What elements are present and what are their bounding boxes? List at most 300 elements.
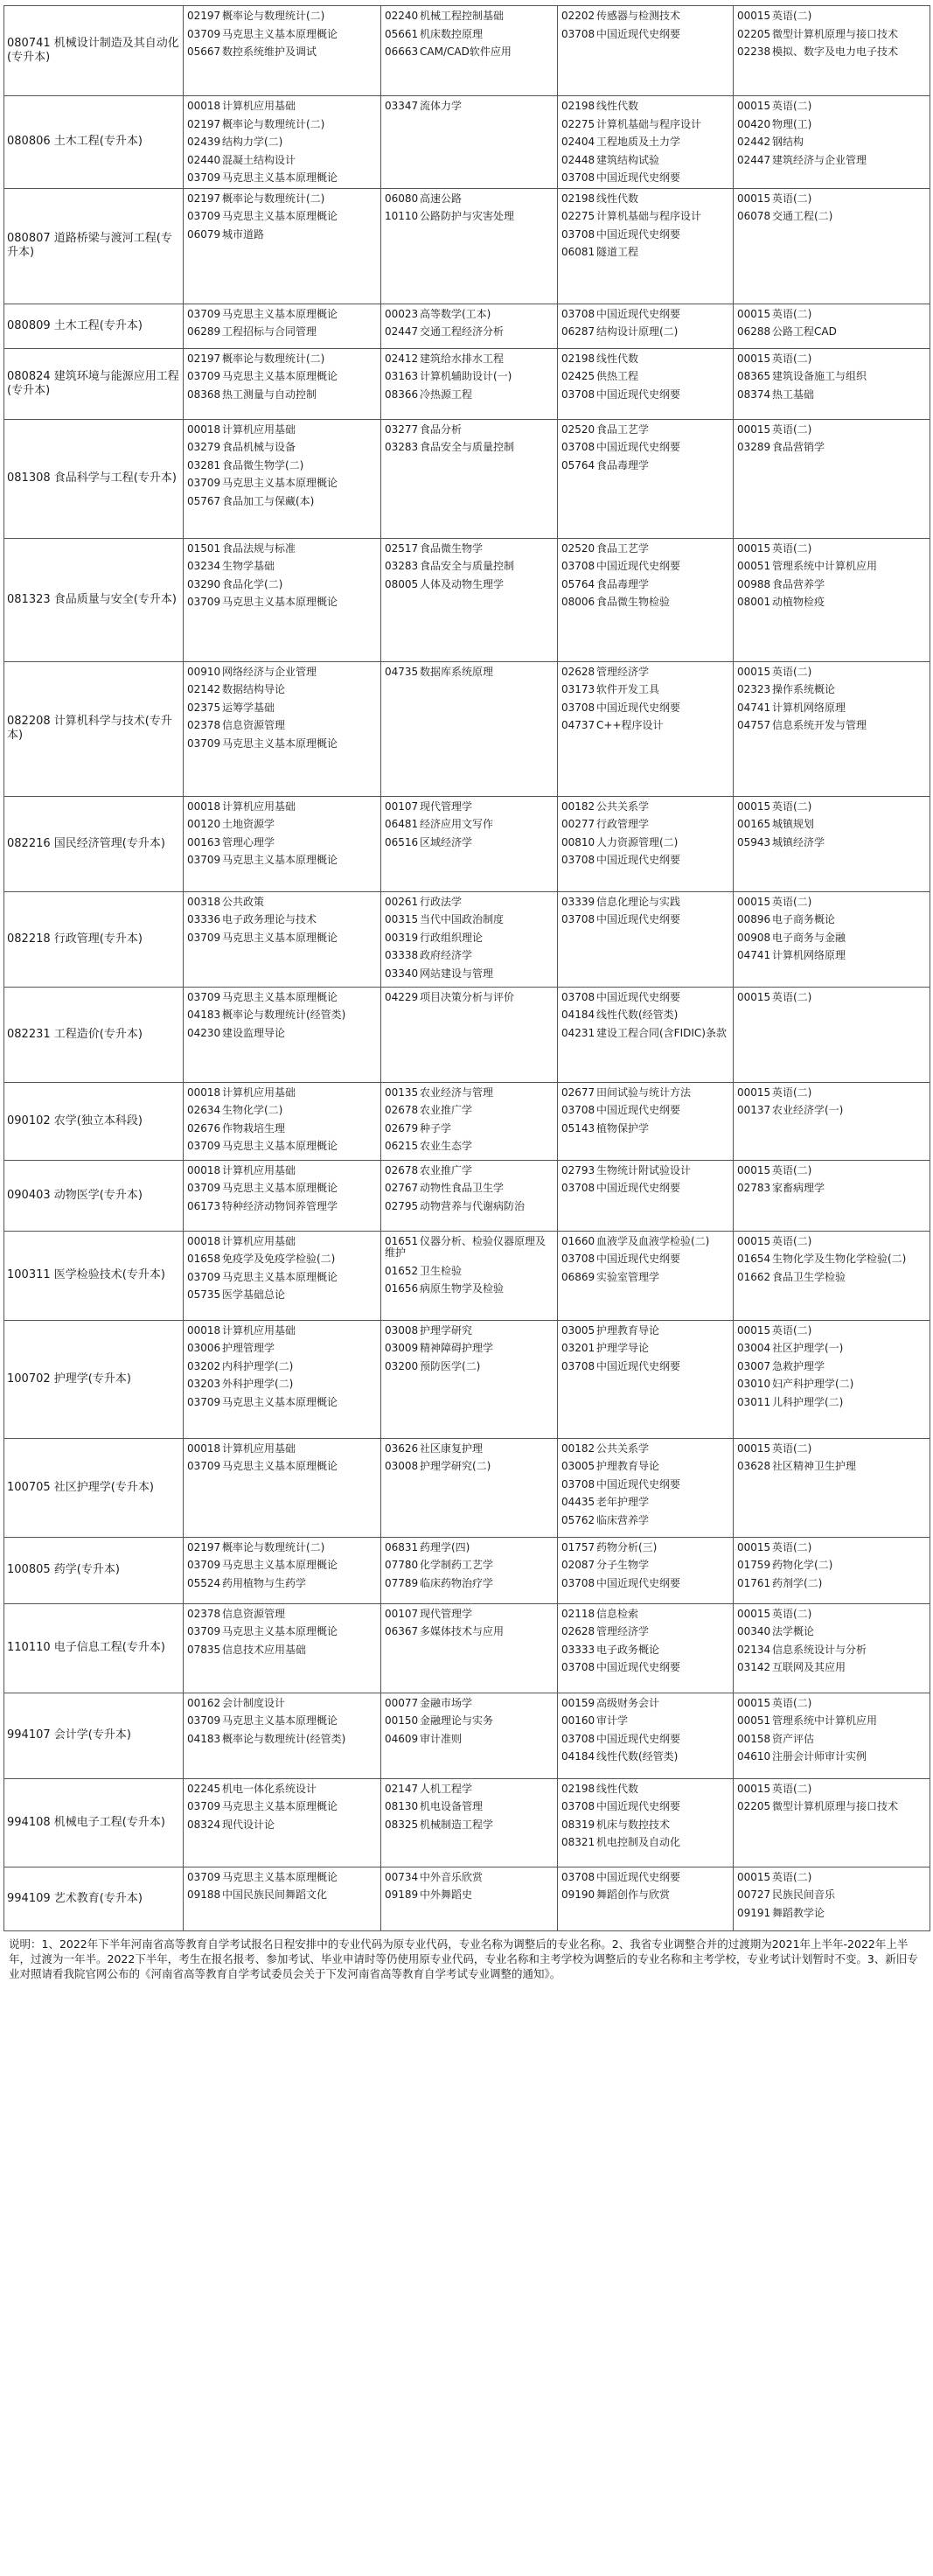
course-code: 01656 [385,1282,419,1295]
course-code: 03709 [187,1460,221,1472]
course-item [385,1358,554,1376]
course-cell [734,661,930,796]
course-code: 00015 [737,422,771,436]
course-cell [381,538,558,661]
course-name: 数据库系统原理 [420,665,494,678]
course-name: 社区精神卫生护理 [772,1460,857,1472]
course-item [385,1798,554,1816]
course-code: 00015 [737,1163,771,1176]
table-row [4,419,930,538]
course-code: 04757 [737,719,771,731]
course-code: 02412 [385,352,419,365]
course-name: 中国近现代史纲要 [596,1477,681,1490]
course-cell [558,6,734,96]
course-name: 舞蹈创作与欣赏 [596,1888,671,1901]
course-code: 03709 [187,1559,221,1571]
course-name: 中外舞蹈史 [420,1888,473,1901]
major-name: 农学(独立本科段) [53,1113,143,1127]
course-code: 03005 [561,1460,595,1472]
course-item [737,929,926,947]
course-item [385,946,554,965]
course-name: 中外音乐欣赏 [420,1870,484,1883]
course-code: 00018 [187,422,221,436]
course-name: 家畜病理学 [772,1182,825,1194]
course-name: 城市道路 [222,227,265,241]
course-code: 00015 [737,799,771,813]
course-item [385,834,554,852]
course-code: 02198 [561,352,595,365]
course-name: 互联网及其应用 [772,1661,846,1673]
course-item [561,1268,729,1287]
course-item [561,169,729,187]
course-code: 02677 [561,1086,595,1099]
course-cell [184,6,381,96]
course-name: 免疫学及免疫学检验(二) [222,1253,336,1265]
course-name: 精神障碍护理学 [420,1342,494,1354]
major-cell [4,188,184,304]
course-item [737,681,926,699]
course-item [561,243,729,262]
course-item [737,386,926,404]
course-cell [184,1778,381,1867]
course-name: 英语(二) [772,665,812,678]
course-cell [184,1082,381,1160]
course-code: 02440 [187,153,221,166]
course-code: 02520 [561,422,595,436]
course-name: 农业推广学 [420,1104,473,1116]
course-code: 02238 [737,45,771,58]
course-code: 04231 [561,1026,595,1039]
course-name: 农业推广学 [420,1163,473,1176]
course-cell [381,304,558,348]
course-item [385,421,554,439]
course-cell [734,1320,930,1438]
course-code: 03709 [187,736,221,750]
course-name: 中国近现代史纲要 [596,1359,681,1372]
table-row [4,1160,930,1231]
major-code: 082218 [7,932,51,946]
course-code: 02795 [385,1199,419,1212]
course-code: 04609 [385,1732,419,1745]
course-name: 英语(二) [772,100,812,112]
course-code: 04737 [561,719,595,731]
course-name: 分子生物学 [596,1559,650,1571]
course-name: 数控系统维护及调试 [222,45,317,58]
course-item [187,1120,377,1138]
course-name: 结构设计原理(二) [596,325,679,338]
course-item [187,798,377,816]
course-item [561,1833,729,1852]
course-item [737,988,926,1007]
course-item [385,911,554,929]
course-name: 信息资源管理 [222,1607,286,1620]
course-name: 中国近现代史纲要 [596,913,681,925]
course-cell [734,987,930,1082]
course-code: 00810 [561,835,595,848]
course-code: 02793 [561,1163,595,1176]
course-code: 02628 [561,1625,595,1637]
course-item [187,226,377,244]
table-row [4,6,930,96]
course-cell [734,796,930,891]
course-name: 资产评估 [772,1732,815,1745]
course-name: 英语(二) [772,541,812,555]
course-name: 软件开发工具 [596,683,660,695]
course-item [385,207,554,226]
course-name: 高等数学(工本) [420,307,491,320]
course-item [385,1694,554,1713]
course-name: 计算机应用基础 [222,1234,296,1247]
course-name: 现代管理学 [420,1607,473,1620]
major-name: 动物医学(专升本) [53,1188,143,1202]
course-item [385,929,554,947]
course-cell [381,1537,558,1603]
course-item [561,1006,729,1024]
course-name: 概率论与数理统计(经管类) [222,1009,346,1021]
course-cell [734,6,930,96]
course-code: 00137 [737,1104,771,1116]
course-item [737,815,926,834]
course-cell [734,1693,930,1778]
course-code: 03708 [561,560,595,572]
major-name: 食品科学与工程(专升本) [53,471,177,485]
course-cell [558,538,734,661]
course-name: 护理学导论 [596,1342,650,1354]
course-cell [558,1693,734,1778]
course-name: 马克思主义基本原理概论 [222,596,338,608]
course-code: 02275 [561,117,595,130]
course-code: 03709 [187,307,221,320]
course-name: 中国近现代史纲要 [596,1661,681,1673]
course-item [737,190,926,208]
course-cell [558,419,734,538]
course-cell [734,1231,930,1320]
course-name: 机床数控原理 [420,27,484,40]
major-code: 994109 [7,1891,51,1905]
course-name: 动植物检疫 [772,596,825,608]
course-code: 02205 [737,1800,771,1812]
course-name: 药物分析(三) [596,1540,658,1553]
course-code: 05735 [187,1288,221,1301]
course-code: 00318 [187,895,221,908]
course-cell [381,1778,558,1867]
course-name: 食品卫生学检验 [772,1270,846,1283]
course-name: 农业经济与管理 [420,1086,494,1099]
course-name: 动物营养与代谢病防治 [420,1199,526,1212]
table-row [4,348,930,419]
course-item [187,663,377,681]
course-item [561,540,729,558]
major-cell [4,1693,184,1778]
course-code: 00908 [737,931,771,944]
course-item [187,474,377,492]
course-item [385,1162,554,1180]
course-cell [734,96,930,189]
course-name: 化学制药工艺学 [420,1559,494,1571]
course-name: 计算机应用基础 [222,1323,296,1337]
course-name: 公路工程CAD [772,325,837,338]
course-item [561,1250,729,1268]
course-name: 当代中国政治制度 [420,913,505,925]
course-code: 03338 [385,949,419,961]
course-code: 08130 [385,1800,419,1812]
course-code: 02425 [561,370,595,382]
course-code: 03006 [187,1342,221,1354]
course-item [561,1780,729,1798]
course-cell [381,188,558,304]
course-code: 03347 [385,100,419,112]
course-item [385,1457,554,1476]
course-item [385,965,554,983]
major-cell [4,419,184,538]
course-item [385,1197,554,1216]
course-name: 概率论与数理统计(二) [222,192,325,205]
course-item [187,1232,377,1251]
course-item [187,305,377,324]
course-item [187,151,377,170]
course-name: 行政管理学 [596,818,650,830]
major-cell [4,6,184,96]
course-cell [184,661,381,796]
course-name: 药理学(四) [420,1540,470,1553]
course-name: 中国近现代史纲要 [596,560,681,572]
course-name: 概率论与数理统计(二) [222,352,325,365]
course-code: 02767 [385,1182,419,1194]
course-item [737,1232,926,1251]
course-code: 02323 [737,683,771,695]
course-item [561,1641,729,1659]
course-item [385,1179,554,1197]
course-item [385,1816,554,1834]
course-item [737,1712,926,1730]
course-item [561,438,729,457]
course-name: 审计学 [596,1714,629,1727]
course-name: 电子政务理论与技术 [222,913,317,925]
course-item [561,386,729,404]
course-item [187,1605,377,1623]
course-code: 00165 [737,818,771,830]
course-item [385,25,554,44]
course-name: 供热工程 [596,370,639,382]
course-code: 03005 [561,1323,595,1337]
course-name: 民族民间音乐 [772,1888,836,1901]
course-item [385,1084,554,1102]
course-code: 00023 [385,307,419,320]
course-code: 02197 [187,192,221,205]
course-name: 计算机辅助设计(一) [420,370,512,382]
course-code: 00910 [187,665,221,678]
course-item [561,323,729,341]
course-cell [184,304,381,348]
course-name: 英语(二) [772,1234,812,1247]
course-item [385,798,554,816]
course-code: 00015 [737,1607,771,1620]
course-code: 09191 [737,1906,771,1919]
major-name: 护理学(专升本) [53,1372,131,1386]
course-item [187,1162,377,1180]
course-name: 英语(二) [772,1163,812,1176]
course-code: 03709 [187,27,221,40]
course-code: 03283 [385,560,419,572]
course-code: 02375 [187,701,221,714]
course-name: 中国近现代史纲要 [596,1253,681,1265]
course-item [385,97,554,115]
course-item [187,1730,377,1749]
course-code: 03201 [561,1342,595,1354]
course-name: 药物化学(二) [772,1559,833,1571]
major-cell [4,1867,184,1930]
course-item [561,97,729,115]
course-code: 03709 [187,990,221,1003]
course-name: 概率论与数理统计(经管类) [222,1732,346,1745]
course-name: 英语(二) [772,1086,812,1099]
course-code: 00107 [385,1607,419,1620]
course-name: 电子商务概论 [772,913,836,925]
course-item [187,1641,377,1659]
course-code: 03709 [187,1140,221,1152]
course-code: 04184 [561,1009,595,1021]
course-code: 00018 [187,1234,221,1247]
course-cell [734,1537,930,1603]
course-item [737,323,926,341]
course-code: 04183 [187,1009,221,1021]
course-item [561,457,729,475]
course-code: 00051 [737,560,771,572]
course-item [187,323,377,341]
course-code: 04184 [561,1750,595,1763]
course-name: 公共政策 [222,895,265,908]
course-name: 中国近现代史纲要 [596,701,681,714]
table-row [4,1082,930,1160]
course-code: 03163 [385,370,419,382]
course-item [561,25,729,44]
course-code: 00018 [187,100,221,112]
course-name: 线性代数(经管类) [596,1750,679,1763]
course-item [737,305,926,324]
course-code: 06367 [385,1625,419,1637]
course-name: 英语(二) [772,990,812,1003]
course-code: 05143 [561,1121,595,1134]
course-item [561,1179,729,1197]
course-item [187,1286,377,1304]
course-item [561,1658,729,1677]
course-code: 08325 [385,1818,419,1831]
course-name: 多媒体技术与应用 [420,1625,505,1637]
course-cell [184,96,381,189]
course-item [385,1339,554,1358]
course-item [561,798,729,816]
major-code: 090403 [7,1188,51,1202]
course-name: 金融市场学 [420,1696,473,1709]
major-name: 医学检验技术(专升本) [53,1268,165,1281]
course-code: 01652 [385,1264,419,1277]
course-name: 食品毒理学 [596,577,650,590]
course-name: 交通工程(二) [772,210,833,222]
course-code: 00015 [737,541,771,555]
course-code: 03283 [385,441,419,453]
course-item [385,1623,554,1641]
course-code: 03290 [187,577,221,590]
course-item [385,1574,554,1593]
course-cell [184,1160,381,1231]
course-code: 06173 [187,1199,221,1212]
course-cell [558,796,734,891]
course-item [385,1556,554,1574]
course-item [561,1798,729,1816]
course-code: 03009 [385,1342,419,1354]
course-item [385,1868,554,1887]
course-item [737,151,926,170]
course-code: 08321 [561,1836,595,1848]
course-code: 00077 [385,1696,419,1709]
course-item [561,1084,729,1102]
course-name: 英语(二) [772,1607,812,1620]
course-code: 03277 [385,422,419,436]
course-cell [381,1603,558,1693]
course-item [561,367,729,386]
course-item [561,1493,729,1511]
course-item [561,350,729,368]
course-name: 机械制造工程学 [420,1818,494,1831]
course-cell [734,304,930,348]
course-name: 隧道工程 [596,246,639,258]
course-code: 02197 [187,1540,221,1553]
course-name: 土地资源学 [222,818,275,830]
course-name: 中国近现代史纲要 [596,1800,681,1812]
course-code: 04610 [737,1750,771,1763]
course-item [737,1748,926,1766]
course-code: 03007 [737,1359,771,1372]
course-item [561,988,729,1007]
table-row [4,1231,930,1320]
course-code: 02520 [561,541,595,555]
course-cell [184,1693,381,1778]
course-item [385,576,554,594]
major-cell [4,796,184,891]
table-row [4,1693,930,1778]
course-code: 08319 [561,1818,595,1831]
course-item [187,1006,377,1024]
major-code: 110110 [7,1641,51,1654]
course-code: 07780 [385,1559,419,1571]
course-code: 00015 [737,1323,771,1337]
course-item [737,350,926,368]
course-item [561,1868,729,1887]
course-code: 01658 [187,1253,221,1265]
course-name: 人机工程学 [420,1782,473,1795]
course-code: 08005 [385,577,419,590]
course-code: 05661 [385,27,419,40]
course-code: 03279 [187,441,221,453]
course-cell [184,419,381,538]
course-name: 内科护理学(二) [222,1359,294,1372]
course-name: 食品化学(二) [222,577,283,590]
course-item [187,911,377,929]
course-code: 02378 [187,719,221,731]
course-item [737,367,926,386]
course-item [561,1623,729,1641]
major-code: 080824 [7,369,51,383]
course-cell [381,1320,558,1438]
course-name: 线性代数 [596,100,639,112]
course-code: 03709 [187,1395,221,1408]
course-code: 00319 [385,931,419,944]
major-code: 100311 [7,1268,51,1281]
course-item [187,1322,377,1340]
course-code: 03708 [561,387,595,401]
course-name: 农业生态学 [420,1140,473,1152]
course-cell [184,1320,381,1438]
